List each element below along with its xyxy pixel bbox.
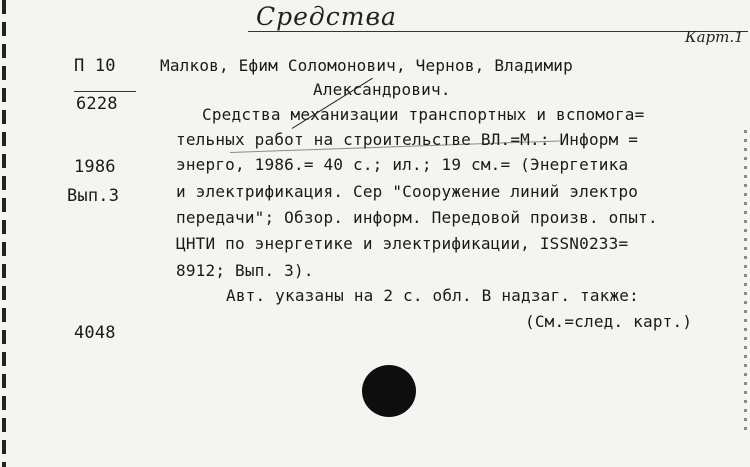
series-line: ЦНТИ по энергетике и электрификации, ISSN0233= (176, 234, 629, 253)
year-label: 1986 (74, 157, 116, 177)
inventory-number: 4048 (74, 323, 116, 343)
subject-heading: Средства (256, 2, 397, 31)
call-number-rule (74, 91, 136, 92)
series-line: передачи"; Обзор. информ. Передовой произв. опыт. (176, 208, 658, 227)
card-right-edge (744, 130, 747, 430)
punch-hole (362, 365, 416, 417)
card-number: Карт.1 (685, 28, 744, 46)
note-line: Авт. указаны на 2 с. обл. В надзаг. также: (226, 286, 639, 305)
continued-note: (См.=след. карт.) (525, 312, 693, 331)
series-line: и электрификация. Сер "Сооружение линий электро (176, 182, 639, 201)
authors-line-cont: Александрович. (313, 80, 451, 99)
authors-line: Малков, Ефим Соломонович, Чернов, Владимир (160, 56, 573, 75)
call-number: П 10 (74, 56, 116, 76)
issue-label: Вып.3 (67, 186, 120, 206)
card-left-edge (2, 0, 6, 467)
call-number-sub: 6228 (76, 94, 118, 114)
title-line: тельных работ на строительстве ВЛ.=М.: Информ = (176, 130, 639, 149)
heading-underline (248, 31, 748, 32)
imprint-line: энерго, 1986.= 40 с.; ил.; 19 см.= (Энергетика (176, 155, 629, 174)
title-line: Средства механизации транспортных и вспомога= (202, 105, 645, 124)
series-line: 8912; Вып. 3). (176, 261, 314, 280)
